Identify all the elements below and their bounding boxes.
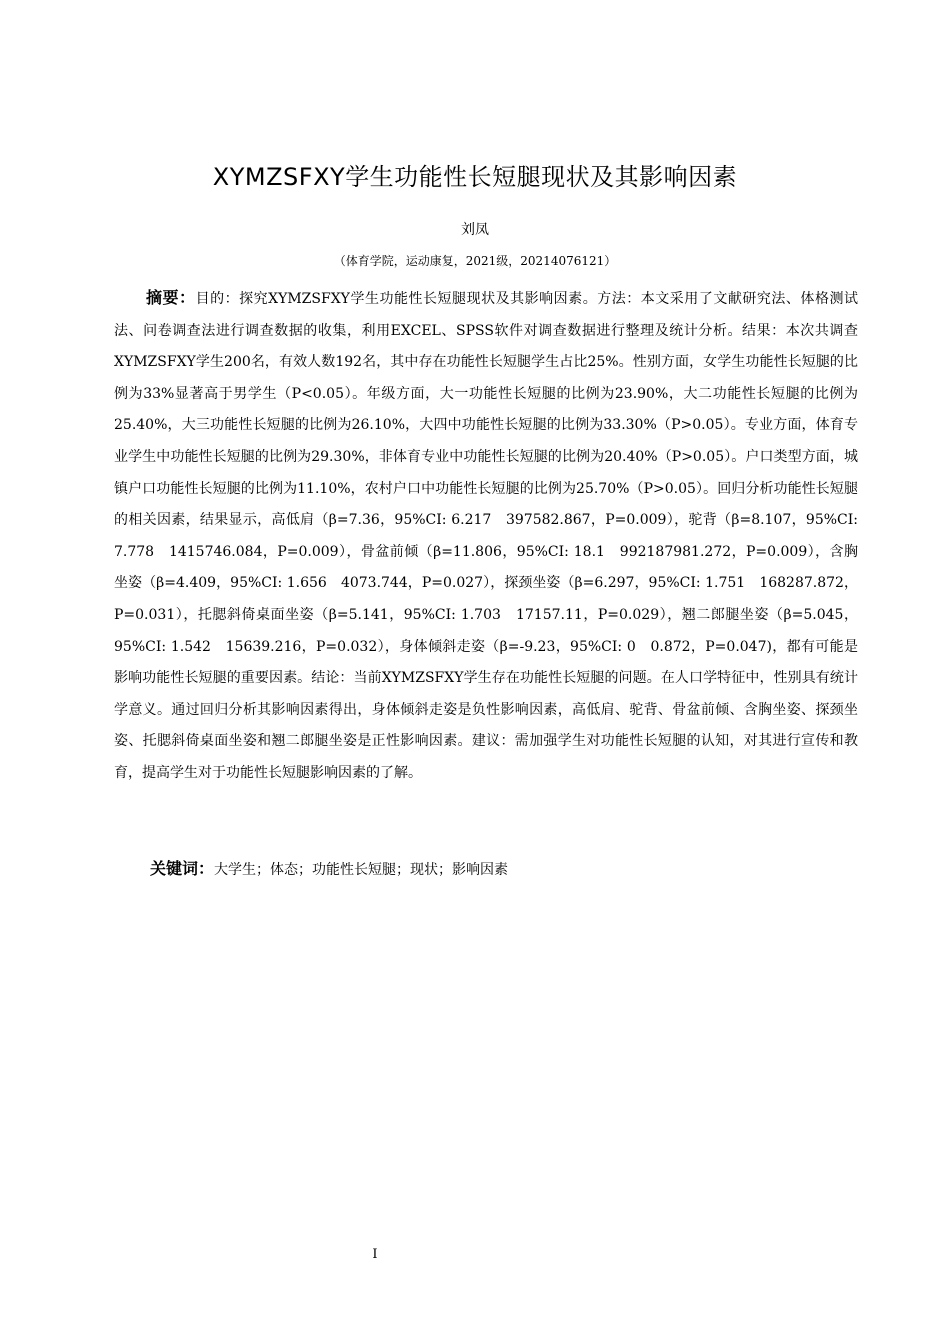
abstract-text: 目的：探究XYMZSFXY学生功能性长短腿现状及其影响因素。方法：本文采用了文献研究法、体格测试法、问卷调查法进行调查数据的收集，利用EXCEL、SPSS软件对调查数据进行整理及统计分析。结果：本次共调查XYMZSFXY学生200名，有效人数192名，其中存在功能性长短腿学生占比25%。性别方面，女学生功能性长短腿的比例为33%显著高于男学生（P<0.05）。年级方面，大一功能性长短腿的比例为23.90%，大二功能性长短腿的比例为25.40%，大三功能性长短腿的比例为26.10%，大四中功能性长短腿的比例为33.30%（P>0.05）。专业方面，体育专业学生中功能性长短腿的比例为29.30%，非体育专业中功能性长短腿的比例为20.40%（P>0.05）。户口类型方面，城镇户口功能性长短腿的比例为11.10%，农村户口中功能性长短腿的比例为25.70%（P>0.05）。回归分析功能性长短腿的相关因素，结果显示，高低肩（β=7.36，95%CI: 6.217 397582.867，P=0.009），驼背（β=8.107，95%CI: 7.778 1415746.084，P=0.009），骨盆前倾（β=11.806，95%CI: 18.1 992187981.272，P=0.009），含胸坐姿（β=4.409，95%CI: 1.656 4073.744，P=0.027），探颈坐姿（β=6.297，95%CI: 1.751 168287.872，P=0.031），托腮斜倚桌面坐姿（β=5.141，95%CI: 1.703 17157.11，P=0.029），翘二郎腿坐姿（β=5.045，95%CI: 1.542 15639.216，P=0.032），身体倾斜走姿（β=-9.23，95%CI: 0 0.872，P=0.047)，都有可能是影响功能性长短腿的重要因素。结论：当前XYMZSFXY学生存在功能性长短腿的问题。在人口学特征中，性别具有统计学意义。通过回归分析其影响因素得出，身体倾斜走姿是负性影响因素，高低肩、驼背、骨盆前倾、含胸坐姿、探颈坐姿、托腮斜倚桌面坐姿和翘二郎腿坐姿是正性影响因素。建议：需加强学生对功能性长短腿的认知，对其进行宣传和教育，提高学生对于功能性长短腿影响因素的了解。 — [114, 291, 858, 781]
keywords-paragraph — [114, 853, 858, 886]
abstract-label: 摘要： — [146, 288, 196, 307]
paper-title: XYMZSFXY学生功能性长短腿现状及其影响因素 — [212, 163, 738, 191]
keywords-label: 关键词： — [150, 859, 215, 878]
author-affiliation: （体育学院，运动康复，2021级，20214076121） — [333, 254, 617, 268]
page-number: I — [372, 1247, 378, 1262]
abstract-paragraph — [114, 282, 858, 790]
author-name: 刘凤 — [461, 222, 489, 238]
keywords-text: 大学生；体态；功能性长短腿；现状；影响因素 — [214, 862, 509, 878]
